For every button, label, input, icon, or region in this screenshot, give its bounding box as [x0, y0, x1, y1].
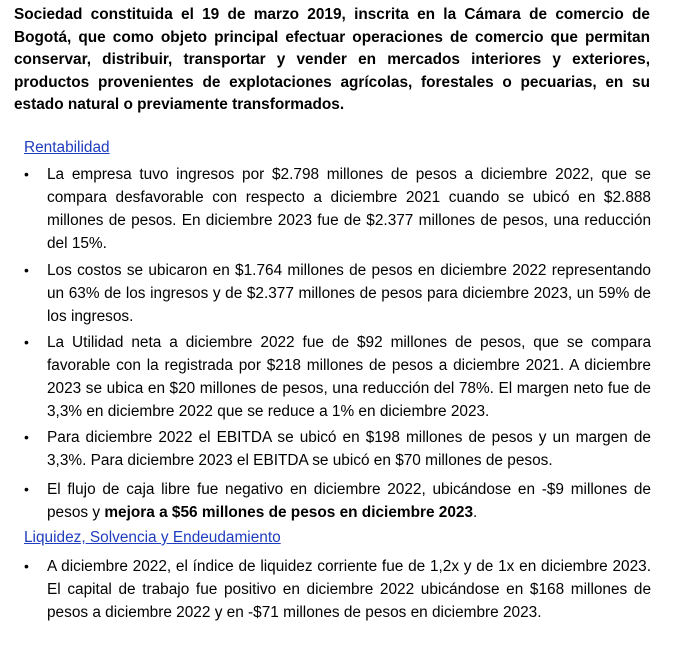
bullet-icon: • [24, 558, 29, 574]
bullet-icon: • [24, 429, 29, 445]
bullet-icon: • [24, 481, 29, 497]
bullet-text-liquidez: A diciembre 2022, el índice de liquidez corriente fue de 1,2x y de 1x en diciembre 2023. El capital de trabajo fue positivo en diciembre 2022 ubicándose en $168 millones de pesos a diciembre 2022 y en -$71 millones de pesos en diciembre 2023. [47, 558, 651, 621]
bullet-text-ingresos: La empresa tuvo ingresos por $2.798 millones de pesos a diciembre 2022, que se compara desfavorable con respecto a diciembre 2021 cuando se ubicó en $2.888 millones de pesos. En diciembre 2023 fue de $2.377 millones de pesos, una reducción del 15%. [47, 166, 651, 252]
bullet-text-ebitda: Para diciembre 2022 el EBITDA se ubicó en $198 millones de pesos y un margen de 3,3%. Para diciembre 2023 el EBITDA se ubicó en $70 millones de pesos. [47, 429, 651, 469]
bullet-icon: • [24, 166, 29, 182]
bullet-text-costos: Los costos se ubicaron en $1.764 millones de pesos en diciembre 2022 representando un 63% de los ingresos y de $2.377 millones de pesos para diciembre 2023, un 59% de los ingresos. [47, 262, 651, 325]
section-title-liquidez[interactable]: Liquidez, Solvencia y Endeudamiento [24, 529, 281, 546]
bullet-icon: • [24, 262, 29, 278]
bullet-icon: • [24, 334, 29, 350]
flujo-caja-normal-text: El flujo de caja libre fue negativo en diciembre 2022, ubicándose en -$9 millones de pesos y [47, 481, 651, 521]
bullet-text-utilidad-neta: La Utilidad neta a diciembre 2022 fue de $92 millones de pesos, que se compara favorable con la registrada por $218 millones de pesos a diciembre 2021. A diciembre 2023 se ubica en $20 millones de pesos, una reducción del 78%. El margen neto fue de 3,3% en diciembre 2022 que se reduce a 1% en diciembre 2023. [47, 334, 651, 420]
flujo-caja-end-text: . [473, 504, 478, 521]
intro-paragraph: Sociedad constituida el 19 de marzo 2019, inscrita en la Cámara de comercio de Bogotá, que como objeto principal efectuar operaciones de comercio que permitan conservar, distribuir, transportar y vender en mercados interiores y exteriores, productos provenientes de explotaciones agrícolas, forestales o pecuarias, en su estado natural o previamente transformados. [14, 6, 650, 114]
flujo-caja-bold-text: mejora a $56 millones de pesos en diciembre 2023 [104, 504, 474, 521]
section-title-rentabilidad[interactable]: Rentabilidad [24, 139, 110, 156]
bullet-text-flujo-caja [47, 478, 651, 524]
